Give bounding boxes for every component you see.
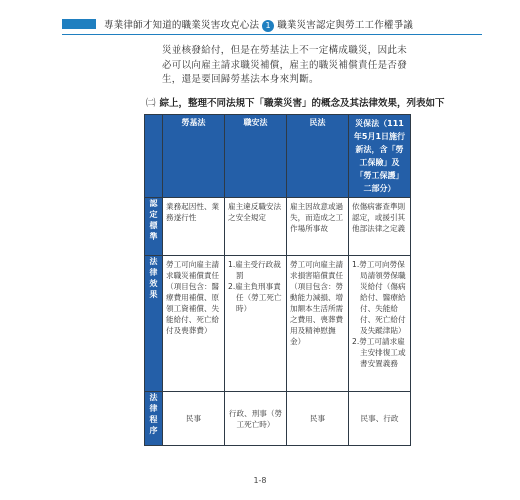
body-paragraph: 災並核發給付，但是在勞基法上不一定構成職災，因此未必可以向雇主請求職災補償，雇主的職災補償責任是否發生，還是要回歸勞基法本身來判斷。 (162, 45, 408, 85)
cell-labor-standards: 業務起因性、業務遂行性 (163, 198, 225, 256)
table-header-row (145, 115, 411, 198)
row-header-criteria (145, 198, 163, 256)
row-header-effects (145, 256, 163, 392)
cell-labor-standards: 民事 (163, 392, 225, 446)
chapter-title: 職業災害認定與勞工工作權爭議 (277, 20, 414, 31)
cell-occupational-safety: 行政、刑事（勞工死亡時） (225, 392, 287, 446)
list-item: 1.雇主受行政裁罰 (228, 260, 281, 280)
cell-insurance: 民事、行政 (349, 392, 411, 446)
safety-effects-list (228, 259, 283, 314)
list-item: 2.勞工可請求雇主安排復工或書安置義務 (352, 337, 406, 368)
table-row (145, 392, 411, 446)
comparison-table (144, 114, 411, 446)
insurance-effects-list (352, 259, 407, 369)
cell-occupational-safety (225, 256, 287, 392)
cell-insurance: 依傷病審查準則認定，或援引其他部法律之定義 (349, 198, 411, 256)
page-number: 1-8 (253, 476, 267, 485)
header-rule (62, 34, 482, 35)
row-label: 法 律 程 序 (149, 393, 158, 435)
running-header (62, 14, 482, 36)
item-marker: ㈡ (146, 98, 156, 109)
table-row (145, 256, 411, 392)
item-text: 綜上，整理不同法規下「職業災害」的概念及其法律效果，列表如下 (159, 98, 445, 109)
header-accent-bar (62, 19, 96, 29)
summary-item (146, 97, 466, 111)
cell-insurance (349, 256, 411, 392)
table-corner-cell (145, 115, 163, 198)
cell-occupational-safety: 雇主違反職安法之安全規定 (225, 198, 287, 256)
chapter-number-badge: 1 (262, 20, 274, 32)
cell-civil: 民事 (287, 392, 349, 446)
list-item: 1.勞工可向勞保局請領勞保職災給付（傷病給付、醫療給付、失能給付、死亡給付及失蹤津貼） (352, 260, 406, 335)
header-insurance: 災保法（111年5月1日施行新法，含「勞工保險」及「勞工保護」二部分） (349, 115, 411, 198)
cell-civil: 雇主因故意或過失，而造成之工作場所事故 (287, 198, 349, 256)
header-labor-standards: 勞基法 (163, 115, 225, 198)
header-civil: 民法 (287, 115, 349, 198)
row-label: 認 定 標 準 (149, 199, 158, 241)
cell-civil: 勞工可向雇主請求損害賠償責任（項目包含：勞動能力減損、增加額本生活所需之費用、喪葬費用及精神慰撫金） (287, 256, 349, 392)
table-row (145, 198, 411, 256)
row-header-procedure (145, 392, 163, 446)
book-title: 專業律師才知道的職業災害攻克心法 (104, 20, 260, 31)
header-occupational-safety: 職安法 (225, 115, 287, 198)
header-title (104, 17, 413, 32)
row-label: 法 律 效 果 (149, 257, 158, 299)
cell-labor-standards: 勞工可向雇主請求職災補償責任（項目包含：醫療費用補償、原領工資補償、失能給付、死亡給付及喪葬費） (163, 256, 225, 392)
list-item: 2.雇主負刑事責任（勞工死亡時） (228, 282, 282, 313)
